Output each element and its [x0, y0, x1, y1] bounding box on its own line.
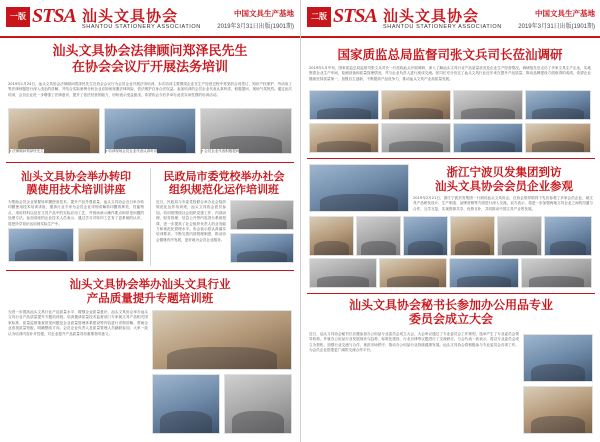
- article-body: 2019年2月21日，浙江宁波贝发集团一行到访汕头文具协会，在协会领导陪同下先后参观了多家会员企业，就文具产品研发设计、生产制造、品牌营销等方面进行深入交流。双方表示，将进一步加强两地文具企业之间的沟通与合作，互学互鉴，实现资源共享、优势互补，共同推动中国文具产业的发展。: [413, 196, 593, 211]
- article-title-line: 产品质量提升专题培训班: [86, 290, 214, 305]
- photo: [381, 123, 451, 153]
- article-body: 近日，民政局与市委党校联合举办社会组织规范化运作培训班，汕头文具协会派员参加。培训班围绕社会组织党建工作、内部治理、财务管理、信息公开等内容进行系统授课，进一步提高了社会组织负责人的业务能力和规范化管理水平。协会表示将认真落实培训要求，不断完善内部管理制度，推动协会健康有序发展，更好地为会员企业服务。: [156, 200, 226, 242]
- issue-date: 2019年3月31日出版(1901期): [217, 24, 294, 30]
- left-masthead: [0, 0, 300, 38]
- article-title-line: 汕头文具协会举办转印: [21, 170, 131, 183]
- article-title-line: 汕头文具协会举办汕头文具行业: [69, 277, 231, 291]
- article-title-line: 委员会成立大会: [408, 312, 493, 327]
- photo: [152, 310, 292, 370]
- photo: [356, 216, 401, 256]
- photo: [523, 334, 593, 382]
- left-edition-badge: 一版: [6, 7, 30, 27]
- photo: [8, 108, 100, 154]
- section-divider: [6, 270, 294, 271]
- article-title-line: 在协会会议厅开展法务培训: [71, 59, 228, 75]
- logo: STSA: [32, 5, 76, 27]
- article-title: [6, 44, 294, 75]
- photo: [309, 90, 379, 120]
- article-body: 2019年1月中旬，国家质监总局监督司张文兵司长一行莅临汕头开展调研，深入了解汕头文具行业产品质量状况及企业生产经营情况。调研组先后走访了多家文具生产企业，实地察看企业生产车间、检测设备和质量管理情况，并与企业负责人进行座谈交流。张司长充分肯定了汕头文具行业近年来在提升产品质量、推动品牌建设方面取得的成绩，希望企业继续坚持质量第一，加强自主创新，不断提高产品竞争力，推动汕头文具产业高质量发展。: [309, 66, 591, 81]
- tagline: 中国文具生产基地: [234, 9, 294, 18]
- right-masthead: [301, 0, 600, 38]
- right-edition-badge: 二版: [307, 7, 331, 27]
- association-name: 汕头文具协会: [82, 7, 179, 25]
- association-name: 汕头文具协会: [383, 7, 480, 25]
- article-title: [154, 170, 294, 196]
- photo: [525, 123, 591, 153]
- photo-caption: ▪ 培训现场会员企业代表认真听讲: [106, 149, 157, 154]
- photo: [403, 216, 448, 256]
- article-title: [6, 278, 294, 306]
- photo: [78, 228, 144, 262]
- issue-date: 2019年3月31日出版(1901期): [518, 24, 595, 30]
- photo: [381, 90, 451, 120]
- section-divider: [307, 293, 595, 294]
- section-divider: [307, 158, 595, 159]
- photo: [453, 123, 523, 153]
- tagline: 中国文具生产基地: [535, 9, 595, 18]
- photo: [8, 228, 74, 262]
- article-body: 近日，汕头文具协会秘书长应邀参加办公用品专业委员会成立大会。大会审议通过了专业委员会工作规则，选举产生了专业委员会领导机构，并就办公用品行业发展现状与趋势、标准化建设、行业自律等议题进行了交流研讨。与会代表一致表示，将以专业委员会成立为契机，加强行业交流与合作，规范市场秩序，推动办公用品行业持续健康发展。汕头文具协会将积极参与专业委员会各项工作，为会员企业搭建更广阔的交流合作平台。: [309, 332, 519, 353]
- section-divider: [6, 162, 294, 163]
- article-title-line: 膜使用技术培训讲座: [26, 183, 126, 197]
- photo: [230, 200, 294, 230]
- photo: [230, 233, 294, 263]
- photo: [200, 108, 292, 154]
- photo: [309, 164, 409, 212]
- article-title-line: 民政局市委党校举办社会: [163, 170, 285, 183]
- photo: [544, 216, 592, 256]
- photo: [379, 258, 447, 288]
- article-title: [411, 166, 597, 194]
- photo: [449, 258, 519, 288]
- article-title-line: 汕头文具协会法律顾问郑泽民先生: [52, 44, 248, 59]
- article-title: [307, 298, 595, 327]
- association-english-name: SHANTOU STATIONERY ASSOCIATION: [82, 24, 201, 30]
- photo: [104, 108, 196, 154]
- photo: [525, 90, 591, 120]
- photo: [450, 216, 495, 256]
- article-title-line: 汕头文具协会会员企业参观: [435, 178, 573, 193]
- article-title: [6, 170, 146, 196]
- article-body: 2019年1月24日，汕头文具协会法律顾问郑泽民先生在协会会议厅为会员企业开展法务培训，本次培训主要围绕企业在生产经营过程中常见的合同签订、知识产权保护、劳动用工等法律问题进行深入浅出的讲解，并结合实际案例分析企业应如何规避法律风险，依法维护自身合法权益。参加培训的会员企业代表认真听讲，积极提问，现场气氛热烈。通过此次培训，会员企业进一步增强了法律意识，提升了依法经营的能力，纷纷表示受益匪浅，希望协会今后多举办此类实用性强的培训活动。: [8, 82, 292, 97]
- photo: [497, 216, 542, 256]
- photo-caption: ▪ 法律顾问郑泽民先生: [10, 149, 44, 154]
- article-title-line: 浙江宁波贝发集团到访: [446, 165, 562, 179]
- column-divider: [150, 168, 151, 266]
- right-page: [300, 0, 600, 442]
- photo-caption: ▪ 会员企业代表积极提问: [202, 149, 239, 154]
- article-body: 为帮助会员企业掌握转印膜使用技术，提升产品外观质量，汕头文具协会近日举办转印膜使用技术培训讲座，邀请行业专家为会员企业详细讲解转印膜的种类、性能特点、适用材料以及在文具产品中的实际应用工艺，并现场演示操作要点和常见问题的处理方法。参加讲座的企业技术人员表示，通过学习对转印工艺有了更系统的认识，将把所学知识运用到实际生产中。: [8, 200, 144, 226]
- photo: [523, 386, 593, 434]
- photo: [453, 90, 523, 120]
- article-body: 为进一步提高汕头文具行业产品质量水平，增强企业质量意识，汕头文具协会举办汕头文具行业产品质量提升专题培训班。培训邀请质量技术监督部门专家就文具产品相关国家标准、质量监督抽查常见问题及企业质量管理体系建设等内容进行详细讲解，帮助企业查找质量短板，明确整改方向。会员企业负责人及质量管理人员踊跃参加，大家一致认为培训内容针对性强，对企业提升产品质量具有重要指导意义。: [8, 310, 148, 336]
- photo: [309, 216, 354, 256]
- photo: [309, 123, 379, 153]
- association-english-name: SHANTOU STATIONERY ASSOCIATION: [383, 24, 502, 30]
- photo: [152, 374, 220, 434]
- article-title: 国家质监总局监督司张文兵司长莅汕调研: [337, 47, 563, 62]
- photo: [224, 374, 292, 434]
- photo: [309, 258, 377, 288]
- article-title-line: 组织规范化运作培训班: [169, 183, 279, 197]
- article-title-line: 汕头文具协会秘书长参加办公用品专业: [348, 298, 553, 312]
- logo: STSA: [333, 5, 377, 27]
- photo: [521, 258, 592, 288]
